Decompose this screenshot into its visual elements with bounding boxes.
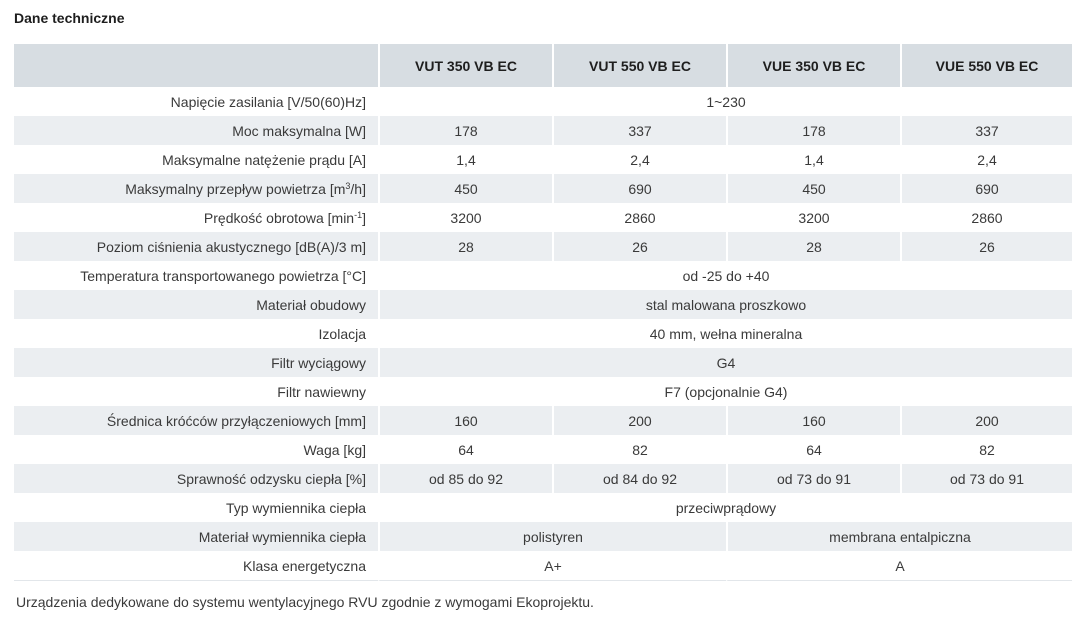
value-cell: 82 (552, 435, 726, 464)
table-row (14, 522, 1072, 551)
value-cell: 3200 (378, 203, 552, 232)
row-label-text: Klasa energetyczna (243, 557, 366, 574)
value-cell: 160 (726, 406, 900, 435)
row-label-text: Napięcie zasilania [V/50(60)Hz] (170, 93, 366, 110)
value-cell: polistyren (378, 522, 726, 551)
value-cell: 2,4 (552, 145, 726, 174)
value-cell: od 73 do 91 (726, 464, 900, 493)
value-cell: 64 (726, 435, 900, 464)
row-label-text: Materiał wymiennika ciepła (198, 528, 366, 545)
value-cell: 200 (900, 406, 1072, 435)
value-cell: 3200 (726, 203, 900, 232)
table-row (14, 290, 1072, 319)
row-label-text: Filtr wyciągowy (271, 354, 366, 371)
value-cell: 337 (552, 116, 726, 145)
value-cell: 160 (378, 406, 552, 435)
value-cell: membrana entalpiczna (726, 522, 1072, 551)
row-label (14, 319, 378, 348)
table-row (14, 203, 1072, 232)
value-cell: od 73 do 91 (900, 464, 1072, 493)
value-cell: 28 (378, 232, 552, 261)
row-label-suffix: ] (362, 209, 366, 226)
row-label (14, 116, 378, 145)
value-cell: 178 (726, 116, 900, 145)
column-header: VUE 350 VB EC (726, 44, 900, 87)
row-label (14, 290, 378, 319)
row-label (14, 377, 378, 406)
row-label-text: Maksymalne natężenie prądu [A] (162, 151, 366, 168)
value-cell: F7 (opcjonalnie G4) (378, 377, 1072, 406)
value-cell: 450 (726, 174, 900, 203)
value-cell: 1,4 (726, 145, 900, 174)
value-cell: 2,4 (900, 145, 1072, 174)
value-cell: 2860 (900, 203, 1072, 232)
table-row (14, 406, 1072, 435)
value-cell: od 84 do 92 (552, 464, 726, 493)
row-label (14, 232, 378, 261)
table-row (14, 493, 1072, 522)
row-label (14, 551, 378, 581)
row-label-text: Typ wymiennika ciepła (225, 499, 366, 516)
value-cell: 26 (900, 232, 1072, 261)
row-label (14, 464, 378, 493)
row-label (14, 261, 378, 290)
table-row (14, 377, 1072, 406)
row-label (14, 145, 378, 174)
row-label-text: Temperatura transportowanego powietrza [°C] (80, 267, 366, 284)
row-label-text: Materiał obudowy (256, 296, 366, 313)
table-row (14, 319, 1072, 348)
row-label-superscript: -1 (354, 209, 363, 220)
table-header-row (14, 44, 1072, 87)
column-header: VUT 550 VB EC (552, 44, 726, 87)
value-cell: 450 (378, 174, 552, 203)
row-label (14, 174, 378, 203)
row-label-text: Moc maksymalna [W] (232, 122, 366, 139)
table-row (14, 348, 1072, 377)
row-label (14, 87, 378, 116)
value-cell: 1,4 (378, 145, 552, 174)
row-label (14, 493, 378, 522)
value-cell: 26 (552, 232, 726, 261)
value-cell: A+ (378, 551, 726, 581)
column-header: VUT 350 VB EC (378, 44, 552, 87)
row-label (14, 522, 378, 551)
row-label-text: Poziom ciśnienia akustycznego [dB(A)/3 m] (96, 238, 366, 255)
value-cell: od -25 do +40 (378, 261, 1072, 290)
value-cell: 1~230 (378, 87, 1072, 116)
table-row (14, 435, 1072, 464)
row-label-text: Średnica króćców przyłączeniowych [mm] (106, 412, 366, 429)
row-label-text: Prędkość obrotowa [min (203, 209, 355, 226)
value-cell: 82 (900, 435, 1072, 464)
table-row (14, 261, 1072, 290)
column-header: VUE 550 VB EC (900, 44, 1072, 87)
table-row (14, 145, 1072, 174)
header-corner-cell (14, 44, 378, 87)
value-cell: G4 (378, 348, 1072, 377)
value-cell: stal malowana proszkowo (378, 290, 1072, 319)
table-row (14, 232, 1072, 261)
value-cell: 690 (900, 174, 1072, 203)
row-label (14, 348, 378, 377)
value-cell: od 85 do 92 (378, 464, 552, 493)
row-label (14, 435, 378, 464)
row-label-text: Izolacja (318, 325, 366, 342)
value-cell: przeciwprądowy (378, 493, 1072, 522)
value-cell: 28 (726, 232, 900, 261)
table-row (14, 551, 1072, 581)
row-label (14, 203, 378, 232)
section-title: Dane techniczne (14, 10, 125, 26)
table-body (14, 87, 1072, 581)
value-cell: A (726, 551, 1072, 581)
row-label (14, 406, 378, 435)
value-cell: 690 (552, 174, 726, 203)
value-cell: 2860 (552, 203, 726, 232)
footnote: Urządzenia dedykowane do systemu wentylacyjnego RVU zgodnie z wymogami Ekoprojektu. (16, 594, 594, 610)
value-cell: 64 (378, 435, 552, 464)
value-cell: 40 mm, wełna mineralna (378, 319, 1072, 348)
table-row (14, 464, 1072, 493)
row-label-text: Sprawność odzysku ciepła [%] (176, 470, 366, 487)
value-cell: 337 (900, 116, 1072, 145)
row-label-text: Waga [kg] (303, 441, 366, 458)
table-row (14, 116, 1072, 145)
row-label-text: Maksymalny przepływ powietrza [m (125, 180, 346, 197)
table-row (14, 174, 1072, 203)
spec-table (14, 44, 1072, 581)
row-label-superscript: 3 (345, 180, 351, 191)
value-cell: 178 (378, 116, 552, 145)
table-row (14, 87, 1072, 116)
row-label-text: Filtr nawiewny (277, 383, 366, 400)
row-label-suffix: /h] (350, 180, 366, 197)
value-cell: 200 (552, 406, 726, 435)
